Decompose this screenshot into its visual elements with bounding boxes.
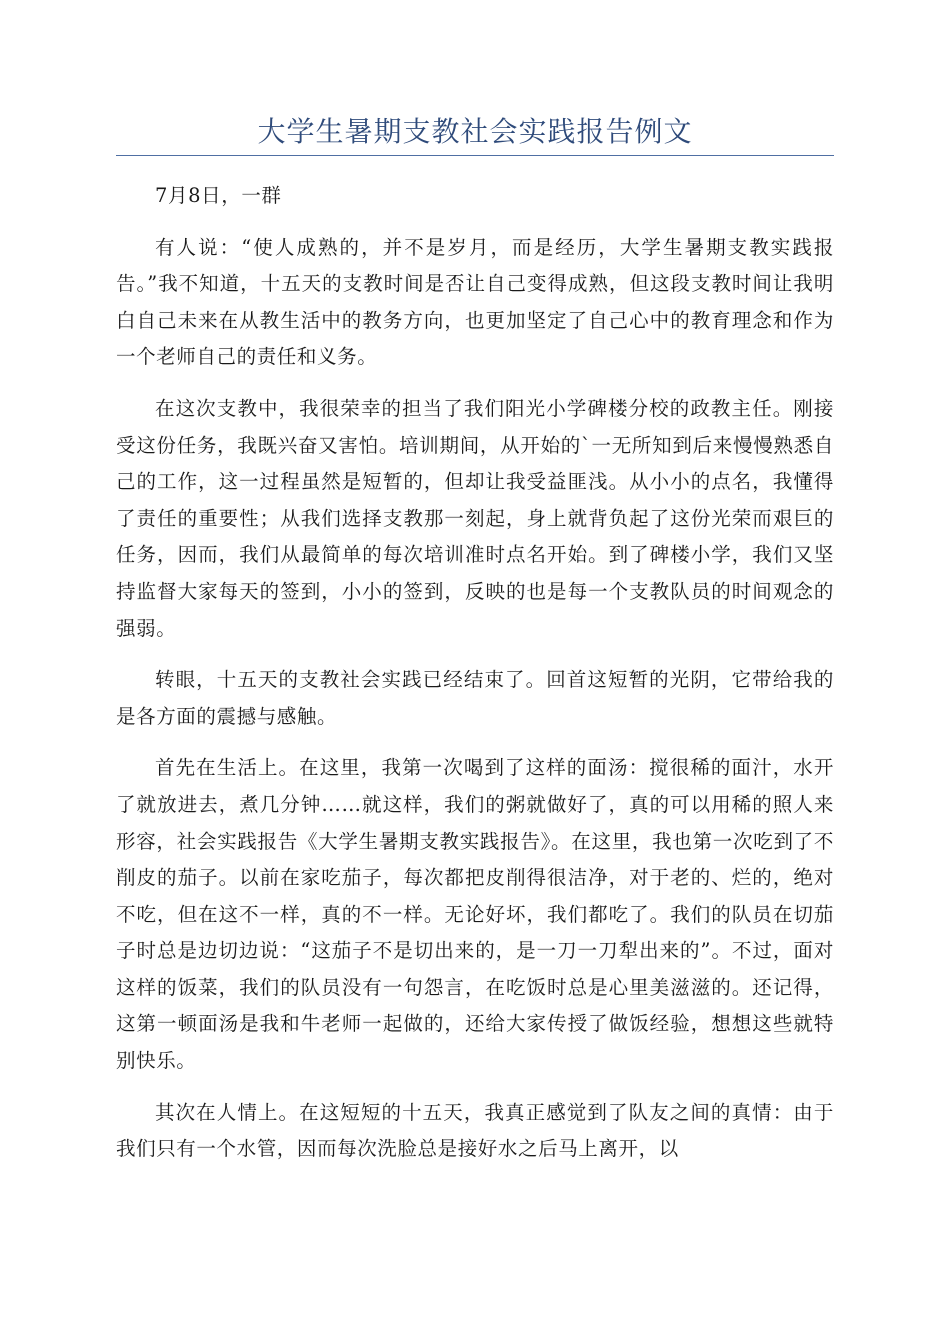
paragraph-role: 在这次支教中，我很荣幸的担当了我们阳光小学碑楼分校的政教主任。刚接受这份任务，我既兴奋又害怕。培训期间，从开始的`一无所知到后来慢慢熟悉自己的工作，这一过程虽然是短暂的，但却让我受益匪浅。从小小的点名，我懂得了责任的重要性；从我们选择支教那一刻起，身上就背负起了这份光荣而艰巨的任务，因而，我们从最简单的每次培训准时点名开始。到了碑楼小学，我们又坚持监督大家每天的签到，小小的签到，反映的也是每一个支教队员的时间观念的强弱。 bbox=[116, 396, 834, 640]
paragraph-intro: 有人说：“使人成熟的，并不是岁月，而是经历，大学生暑期支教实践报告。”我不知道，十五天的支教时间是否让自己变得成熟，但这段支教时间让我明白自己未来在从教生活中的教务方向，也更加坚定了自己心中的教育理念和作为一个老师自己的责任和义务。 bbox=[116, 235, 834, 369]
paragraph-reflection: 转眼，十五天的支教社会实践已经结束了。回首这短暂的光阴，它带给我的是各方面的震撼与感触。 bbox=[116, 668, 834, 728]
document-body bbox=[116, 178, 834, 1183]
paragraph-date: 7月8日，一群 bbox=[155, 184, 282, 207]
document-title: 大学生暑期支教社会实践报告例文 bbox=[257, 115, 693, 148]
paragraph-life: 首先在生活上。在这里，我第一次喝到了这样的面汤：搅很稀的面汁，水开了就放进去，煮几分钟……就这样，我们的粥就做好了，真的可以用稀的照人来形容，社会实践报告《大学生暑期支教实践报告》。在这里，我也第一次吃到了不削皮的茄子。以前在家吃茄子，每次都把皮削得很洁净，对于老的、烂的，绝对不吃，但在这不一样，真的不一样。无论好坏，我们都吃了。我们的队员在切茄子时总是边切边说：“这茄子不是切出来的，是一刀一刀犁出来的”。不过，面对这样的饭菜，我们的队员没有一句怨言，在吃饭时总是心里美滋滋的。还记得，这第一顿面汤是我和牛老师一起做的，还给大家传授了做饭经验，想想这些就特别快乐。 bbox=[116, 756, 834, 1073]
title-underline bbox=[116, 155, 834, 156]
paragraph-friendship: 其次在人情上。在这短短的十五天，我真正感觉到了队友之间的真情：由于我们只有一个水管，因而每次洗脸总是接好水之后马上离开，以 bbox=[116, 1100, 834, 1161]
